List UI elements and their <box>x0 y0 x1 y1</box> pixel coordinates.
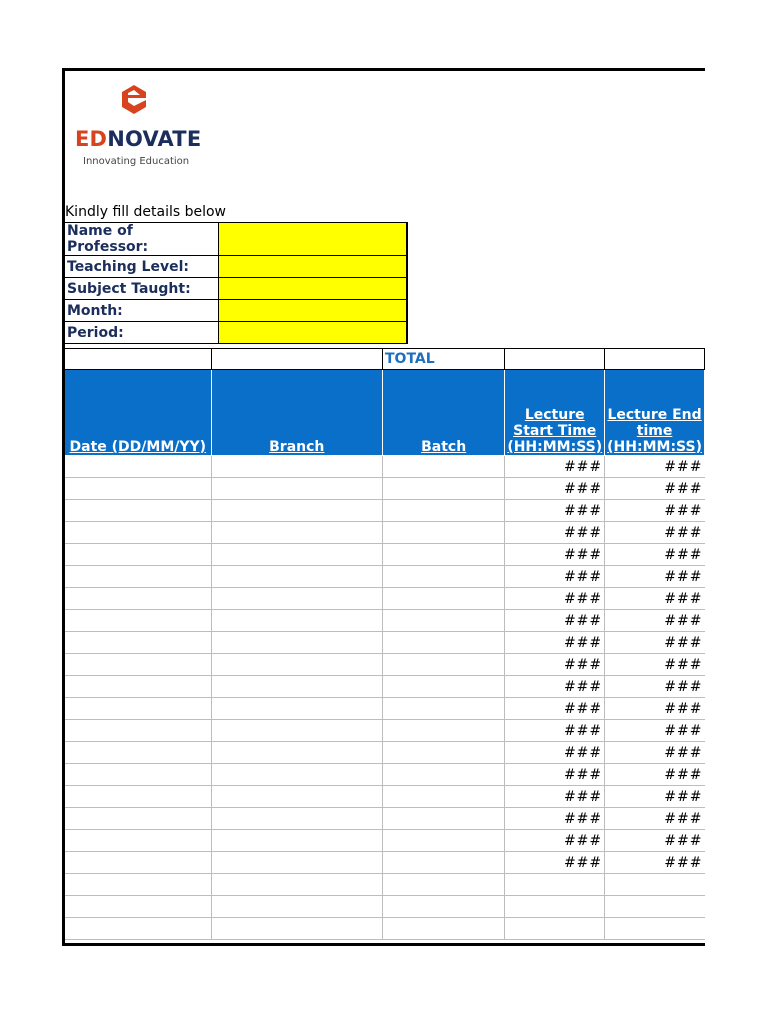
table-row <box>65 456 705 478</box>
period-field[interactable] <box>219 322 408 344</box>
end-time-cell[interactable]: ### <box>605 742 705 764</box>
end-time-cell[interactable]: ### <box>605 544 705 566</box>
teaching-level-field[interactable] <box>219 256 408 278</box>
end-time-cell[interactable]: ### <box>605 698 705 720</box>
table-row <box>65 698 705 720</box>
end-time-cell[interactable]: ### <box>605 808 705 830</box>
start-time-cell[interactable]: ### <box>505 808 605 830</box>
branch-cell[interactable] <box>211 588 382 610</box>
branch-cell[interactable] <box>211 544 382 566</box>
batch-cell[interactable] <box>383 456 505 478</box>
batch-cell[interactable] <box>383 830 505 852</box>
lecture-table <box>65 348 705 940</box>
batch-cell[interactable] <box>383 478 505 500</box>
professor-details-form <box>65 222 408 344</box>
table-row <box>65 500 705 522</box>
start-time-cell[interactable]: ### <box>505 830 605 852</box>
table-row <box>65 808 705 830</box>
batch-cell[interactable] <box>383 786 505 808</box>
date-cell[interactable] <box>65 500 211 522</box>
table-row <box>65 544 705 566</box>
table-row <box>65 786 705 808</box>
batch-cell[interactable] <box>383 500 505 522</box>
branch-cell[interactable] <box>211 742 382 764</box>
batch-cell[interactable] <box>383 874 505 896</box>
branch-cell[interactable] <box>211 654 382 676</box>
date-cell[interactable] <box>65 610 211 632</box>
date-cell[interactable] <box>65 566 211 588</box>
start-time-cell[interactable]: ### <box>505 456 605 478</box>
month-field[interactable] <box>219 300 408 322</box>
total-start-cell <box>505 349 605 370</box>
end-time-cell[interactable]: ### <box>605 720 705 742</box>
end-time-cell[interactable]: ### <box>605 764 705 786</box>
date-cell[interactable] <box>65 676 211 698</box>
start-time-cell[interactable]: ### <box>505 676 605 698</box>
date-cell[interactable] <box>65 830 211 852</box>
date-cell[interactable] <box>65 874 211 896</box>
end-time-cell[interactable]: ### <box>605 830 705 852</box>
start-time-cell[interactable]: ### <box>505 654 605 676</box>
start-time-cell[interactable]: ### <box>505 742 605 764</box>
branch-cell[interactable] <box>211 918 382 940</box>
ednovate-logo <box>71 79 211 169</box>
date-cell[interactable] <box>65 786 211 808</box>
branch-cell[interactable] <box>211 676 382 698</box>
start-time-cell[interactable]: ### <box>505 478 605 500</box>
date-cell[interactable] <box>65 456 211 478</box>
date-cell[interactable] <box>65 852 211 874</box>
date-cell[interactable] <box>65 896 211 918</box>
start-time-cell[interactable] <box>505 896 605 918</box>
start-time-cell[interactable]: ### <box>505 522 605 544</box>
branch-cell[interactable] <box>211 456 382 478</box>
batch-cell[interactable] <box>383 918 505 940</box>
batch-cell[interactable] <box>383 808 505 830</box>
end-time-cell[interactable]: ### <box>605 610 705 632</box>
end-time-cell[interactable] <box>605 896 705 918</box>
form-label-name: Name of Professor: <box>65 223 219 256</box>
table-row <box>65 566 705 588</box>
batch-cell[interactable] <box>383 852 505 874</box>
table-row <box>65 522 705 544</box>
batch-cell[interactable] <box>383 610 505 632</box>
table-row <box>65 610 705 632</box>
form-label-month: Month: <box>65 300 219 322</box>
branch-cell[interactable] <box>211 720 382 742</box>
branch-cell[interactable] <box>211 566 382 588</box>
end-time-cell[interactable]: ### <box>605 478 705 500</box>
professor-name-field[interactable] <box>219 223 408 256</box>
batch-cell[interactable] <box>383 588 505 610</box>
end-time-cell[interactable]: ### <box>605 566 705 588</box>
branch-cell[interactable] <box>211 522 382 544</box>
end-time-cell[interactable] <box>605 918 705 940</box>
date-cell[interactable] <box>65 544 211 566</box>
fill-instructions: Kindly fill details below <box>65 204 226 220</box>
total-row <box>65 349 705 370</box>
batch-cell[interactable] <box>383 676 505 698</box>
start-time-cell[interactable]: ### <box>505 544 605 566</box>
header-end-time: Lecture End time (HH:MM:SS) <box>605 370 705 456</box>
end-time-cell[interactable]: ### <box>605 676 705 698</box>
end-time-cell[interactable]: ### <box>605 852 705 874</box>
branch-cell[interactable] <box>211 478 382 500</box>
table-row <box>65 918 705 940</box>
batch-cell[interactable] <box>383 544 505 566</box>
start-time-cell[interactable]: ### <box>505 852 605 874</box>
table-row <box>65 632 705 654</box>
end-time-cell[interactable]: ### <box>605 786 705 808</box>
batch-cell[interactable] <box>383 566 505 588</box>
start-time-cell[interactable]: ### <box>505 764 605 786</box>
date-cell[interactable] <box>65 918 211 940</box>
end-time-cell[interactable] <box>605 874 705 896</box>
start-time-cell[interactable]: ### <box>505 566 605 588</box>
brand-tagline: Innovating Education <box>83 156 190 167</box>
brand-name: EDNOVATE <box>75 127 202 151</box>
date-cell[interactable] <box>65 632 211 654</box>
table-row <box>65 764 705 786</box>
table-row <box>65 654 705 676</box>
table-row <box>65 676 705 698</box>
start-time-cell[interactable] <box>505 918 605 940</box>
subject-taught-field[interactable] <box>219 278 408 300</box>
form-label-level: Teaching Level: <box>65 256 219 278</box>
date-cell[interactable] <box>65 698 211 720</box>
branch-cell[interactable] <box>211 852 382 874</box>
start-time-cell[interactable]: ### <box>505 698 605 720</box>
branch-cell[interactable] <box>211 786 382 808</box>
table-row <box>65 874 705 896</box>
batch-cell[interactable] <box>383 522 505 544</box>
batch-cell[interactable] <box>383 764 505 786</box>
table-row <box>65 830 705 852</box>
date-cell[interactable] <box>65 654 211 676</box>
end-time-cell[interactable]: ### <box>605 588 705 610</box>
batch-cell[interactable] <box>383 698 505 720</box>
table-row <box>65 478 705 500</box>
date-cell[interactable] <box>65 522 211 544</box>
end-time-cell[interactable]: ### <box>605 456 705 478</box>
start-time-cell[interactable] <box>505 874 605 896</box>
branch-cell[interactable] <box>211 764 382 786</box>
timesheet <box>62 68 705 946</box>
total-end-cell <box>605 349 705 370</box>
branch-cell[interactable] <box>211 610 382 632</box>
date-cell[interactable] <box>65 478 211 500</box>
date-cell[interactable] <box>65 808 211 830</box>
total-label: TOTAL <box>383 349 505 370</box>
start-time-cell[interactable]: ### <box>505 500 605 522</box>
branch-cell[interactable] <box>211 896 382 918</box>
header-branch: Branch <box>211 370 382 456</box>
table-row <box>65 720 705 742</box>
form-label-subject: Subject Taught: <box>65 278 219 300</box>
end-time-cell[interactable]: ### <box>605 500 705 522</box>
date-cell[interactable] <box>65 764 211 786</box>
branch-cell[interactable] <box>211 632 382 654</box>
start-time-cell[interactable]: ### <box>505 610 605 632</box>
end-time-cell[interactable]: ### <box>605 522 705 544</box>
header-date: Date (DD/MM/YY) <box>65 370 211 456</box>
branch-cell[interactable] <box>211 830 382 852</box>
branch-cell[interactable] <box>211 808 382 830</box>
date-cell[interactable] <box>65 742 211 764</box>
ednovate-e-icon <box>119 83 149 117</box>
header-batch: Batch <box>383 370 505 456</box>
start-time-cell[interactable]: ### <box>505 588 605 610</box>
table-row <box>65 588 705 610</box>
branch-cell[interactable] <box>211 500 382 522</box>
batch-cell[interactable] <box>383 632 505 654</box>
date-cell[interactable] <box>65 588 211 610</box>
table-row <box>65 742 705 764</box>
branch-cell[interactable] <box>211 874 382 896</box>
branch-cell[interactable] <box>211 698 382 720</box>
table-row <box>65 852 705 874</box>
header-start-time: Lecture Start Time (HH:MM:SS) <box>505 370 605 456</box>
table-header <box>65 370 705 456</box>
end-time-cell[interactable]: ### <box>605 632 705 654</box>
start-time-cell[interactable]: ### <box>505 632 605 654</box>
date-cell[interactable] <box>65 720 211 742</box>
table-row <box>65 896 705 918</box>
batch-cell[interactable] <box>383 742 505 764</box>
form-label-period: Period: <box>65 322 219 344</box>
start-time-cell[interactable]: ### <box>505 786 605 808</box>
end-time-cell[interactable]: ### <box>605 654 705 676</box>
batch-cell[interactable] <box>383 896 505 918</box>
batch-cell[interactable] <box>383 654 505 676</box>
start-time-cell[interactable]: ### <box>505 720 605 742</box>
batch-cell[interactable] <box>383 720 505 742</box>
